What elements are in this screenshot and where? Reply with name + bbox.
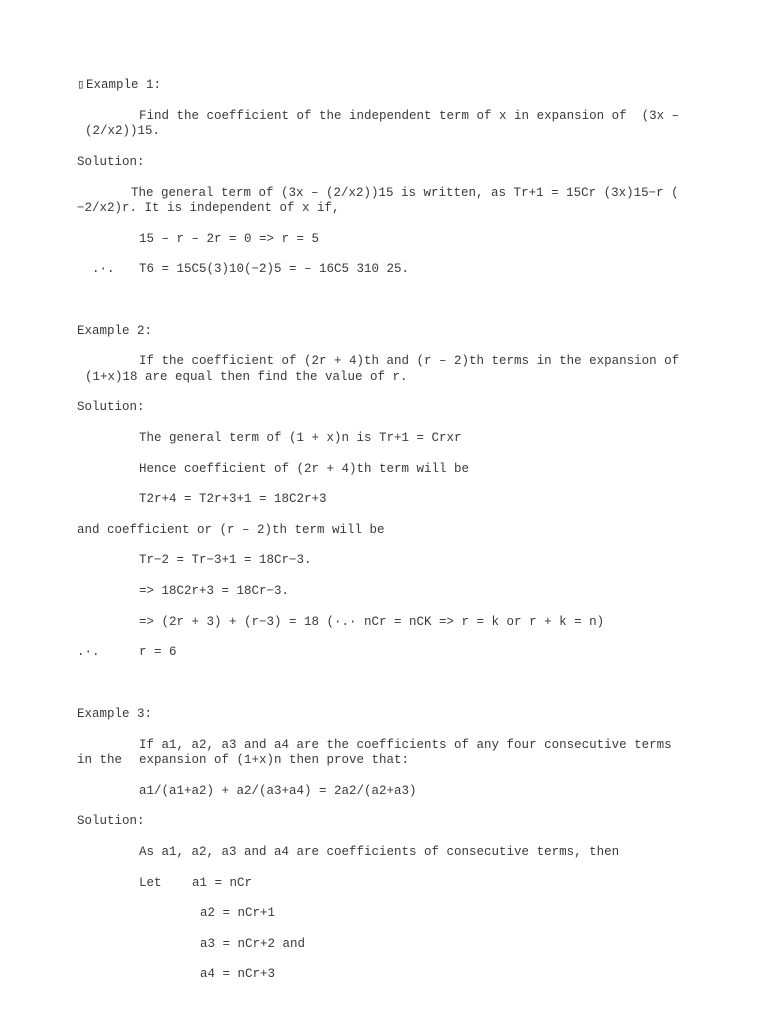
example-2-solution-line-3: T2r+4 = T2r+3+1 = 18C2r+3	[139, 492, 327, 506]
example-3-a3-definition: a3 = nCr+2 and	[200, 937, 306, 951]
example-1-question-line-2: (2/x2))15.	[85, 124, 161, 138]
example-3-a2-definition: a2 = nCr+1	[200, 906, 276, 920]
example-3-solution-line-1: As a1, a2, a3 and a4 are coefficients of consecutive terms, then	[139, 845, 620, 859]
example-2-question-line-1: If the coefficient of (2r + 4)th and (r – 2)th terms in the expansion of	[139, 354, 680, 368]
example-3-equation: a1/(a1+a2) + a2/(a3+a4) = 2a2/(a2+a3)	[139, 784, 417, 798]
example-3-a4-definition: a4 = nCr+3	[200, 967, 276, 981]
example-2-heading: Example 2:	[77, 324, 153, 338]
example-3-question-line-1: If a1, a2, a3 and a4 are the coefficients of any four consecutive terms	[139, 738, 672, 752]
example-2-solution-line-7: => (2r + 3) + (r−3) = 18 (·.· nCr = nCK => r = k or r + k = n)	[139, 615, 605, 629]
example-2-question-line-2: (1+x)18 are equal then find the value of r.	[85, 370, 408, 384]
example-2-solution-line-8: r = 6	[139, 645, 177, 659]
example-2-therefore-symbol: .·.	[77, 645, 100, 659]
example-1-heading: Example 1:	[86, 78, 162, 92]
example-2-solution-line-6: => 18C2r+3 = 18Cr−3.	[139, 584, 290, 598]
example-2-solution-label: Solution:	[77, 400, 145, 414]
example-2-solution-line-1: The general term of (1 + x)n is Tr+1 = Crxr	[139, 431, 462, 445]
example-1-solution-line-3: 15 – r – 2r = 0 => r = 5	[139, 232, 320, 246]
example-3-solution-label: Solution:	[77, 814, 145, 828]
example-2-solution-line-4: and coefficient or (r – 2)th term will be	[77, 523, 385, 537]
example-1-therefore-symbol: .·.	[92, 262, 115, 276]
example-1-question-line-1: Find the coefficient of the independent term of x in expansion of (3x –	[139, 109, 680, 123]
example-3-heading: Example 3:	[77, 707, 153, 721]
example-3-let-label: Let	[139, 876, 162, 890]
example-3-a1-definition: a1 = nCr	[192, 876, 253, 890]
example-3-question-line-2a: in the	[77, 753, 123, 767]
example-1-solution-line-2: −2/x2)r. It is independent of x if,	[77, 201, 340, 215]
missing-glyph-icon: ▯	[77, 78, 85, 92]
example-1-solution-line-1: The general term of (3x – (2/x2))15 is written, as Tr+1 = 15Cr (3x)15−r (	[131, 186, 679, 200]
example-2-solution-line-2: Hence coefficient of (2r + 4)th term will be	[139, 462, 470, 476]
example-1-solution-line-4: T6 = 15C5(3)10(−2)5 = – 16C5 310 25.	[139, 262, 410, 276]
example-3-question-line-2b: expansion of (1+x)n then prove that:	[139, 753, 410, 767]
example-1-solution-label: Solution:	[77, 155, 145, 169]
example-2-solution-line-5: Tr−2 = Tr−3+1 = 18Cr−3.	[139, 553, 312, 567]
